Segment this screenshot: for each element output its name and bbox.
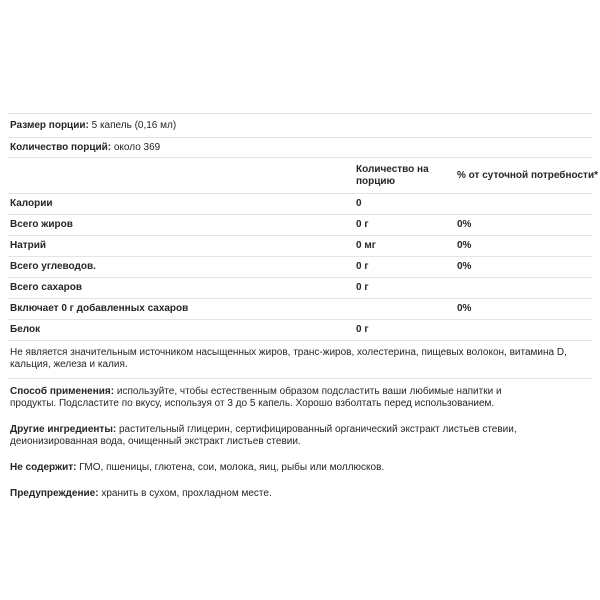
nutrient-name: Натрий [10,240,47,251]
nutrient-dv: 0% [457,240,472,251]
nutrient-amount: 0 г [356,261,369,272]
nutrient-name: Включает 0 г добавленных сахаров [10,303,189,314]
directions-label: Способ применения: [10,386,115,397]
table-row [8,277,592,298]
nutrient-name: Калории [10,198,53,209]
table-footnote: Не является значительным источником насыщенных жиров, транс-жиров, холестерина, пищевых волокон, витамина D, кальция, железа и калия. [10,347,567,370]
directions-paragraph [8,386,530,410]
other-ingredients-text: растительный глицерин, сертифицированный органический экстракт листьев стевии, деионизированная вода, очищенный экстракт листьев стевии. [10,424,517,447]
nutrient-name: Всего углеводов. [10,261,96,272]
warning-label: Предупреждение: [10,488,99,499]
nutrient-name: Всего сахаров [10,282,82,293]
table-header-row [8,157,598,193]
other-ingredients-label: Другие ингредиенты: [10,424,117,435]
column-header-amount: Количество на порцию [356,163,429,187]
nutrient-name: Всего жиров [10,219,73,230]
table-row [8,214,592,235]
serving-size-value: 5 капель (0,16 мл) [91,119,177,131]
servings-per-container-value: около 369 [113,141,161,153]
column-header-daily-value: % от суточной потребности* [457,169,598,181]
supplement-facts-table [8,113,598,379]
nutrient-amount: 0 г [356,219,369,230]
info-paragraphs [8,386,592,500]
does-not-contain-label: Не содержит: [10,462,77,473]
serving-size-cell [8,120,592,132]
does-not-contain-paragraph [8,462,530,474]
nutrient-name: Белок [10,324,41,335]
serving-size-row [8,113,592,137]
warning-paragraph [8,488,530,500]
other-ingredients-paragraph [8,424,530,448]
table-row [8,298,592,319]
servings-per-container-cell [8,142,592,154]
table-row [8,256,592,277]
supplement-facts-page [0,113,600,600]
nutrient-amount: 0 г [356,324,369,335]
serving-size-label: Размер порции: [10,119,89,131]
servings-per-container-label: Количество порций: [10,141,112,153]
nutrient-amount: 0 г [356,282,369,293]
nutrient-dv: 0% [457,219,472,230]
warning-text: хранить в сухом, прохладном месте. [101,488,272,499]
directions-text: используйте, чтобы естественным образом подсластить ваши любимые напитки и продукты. Подсластите по вкусу, используя от 3 до 5 капель. Хорошо взболтать перед использованием. [10,386,502,409]
table-row [8,235,592,256]
nutrient-amount: 0 [356,198,362,209]
servings-per-container-row [8,137,592,157]
does-not-contain-text: ГМО, пшеницы, глютена, сои, молока, яиц, рыбы или моллюсков. [79,462,385,473]
table-row [8,319,592,340]
nutrient-dv: 0% [457,261,472,272]
table-footnote-row [8,340,592,378]
table-row [8,193,592,214]
nutrient-dv: 0% [457,303,472,314]
nutrient-amount: 0 мг [356,240,376,251]
